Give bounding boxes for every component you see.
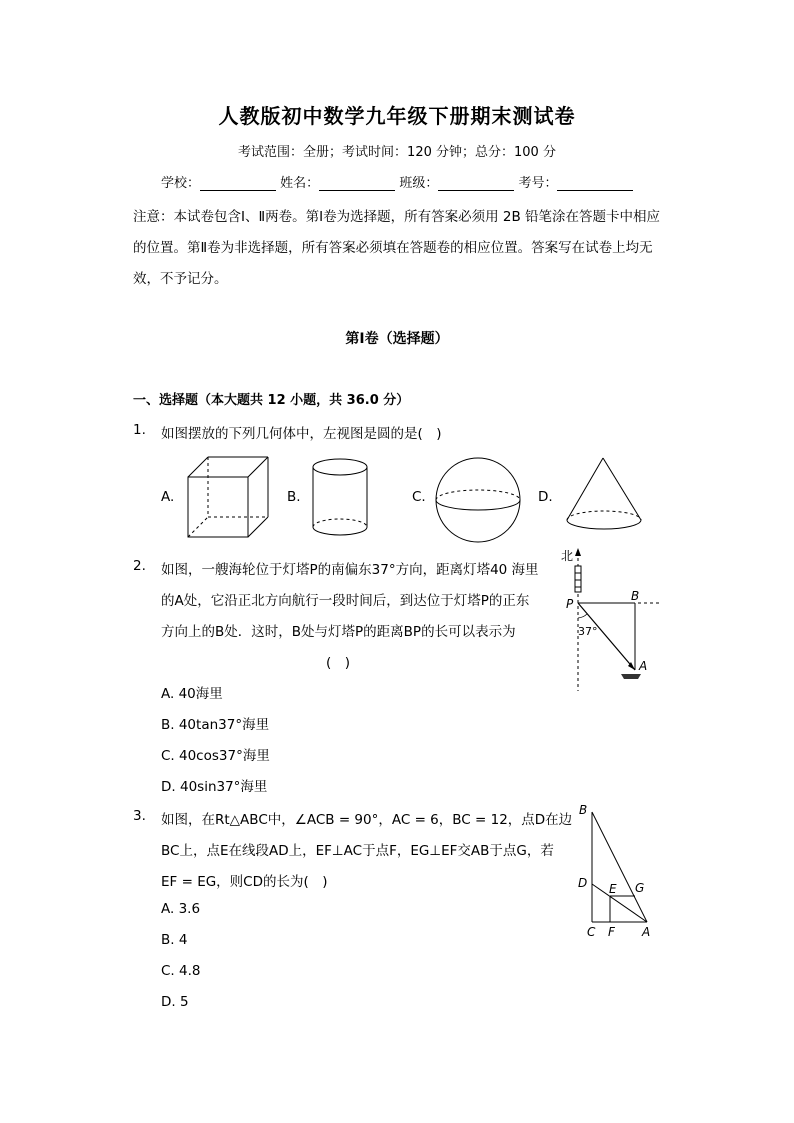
- sphere-figure: [434, 456, 524, 546]
- fig-point-p: P: [566, 597, 574, 611]
- fig-point-g: G: [635, 881, 645, 895]
- q2-line-1: 如图，一艘海轮位于灯塔P的南偏东37°方向，距离灯塔40 海里: [161, 562, 539, 578]
- q3-line-2: BC上，点E在线段AD上，EF⊥AC于点F，EG⊥EF交AB于点G，若: [161, 843, 554, 859]
- school-label: 学校：: [161, 176, 201, 191]
- fig-point-e: E: [609, 882, 617, 896]
- q2-answer-paren: ( ): [326, 655, 351, 671]
- q2-option-b[interactable]: B. 40tan37°海里: [161, 717, 270, 733]
- part-title: 一、选择题（本大题共 12 小题，共 36.0 分）: [133, 393, 410, 408]
- fig-point-f: F: [608, 925, 615, 939]
- lighthouse-icon: [575, 566, 581, 592]
- exam-notice: 注意：本试卷包含Ⅰ、Ⅱ两卷。第Ⅰ卷为选择题，所有答案必须用 2B 铅笔涂在答题卡中相应的位置。第Ⅱ卷为非选择题，所有答案必须填在答题卷的相应位置。答案写在试卷上均无效，不予记分。: [133, 209, 661, 287]
- id-label: 考号：: [518, 176, 558, 191]
- fig-north-label: 北: [561, 549, 574, 563]
- q1-text: 如图摆放的下列几何体中，左视图是圆的是( ): [161, 426, 442, 442]
- q1-option-b-label: B.: [287, 489, 301, 505]
- exam-info: 考试范围：全册；考试时间：120 分钟；总分：100 分: [238, 145, 556, 160]
- north-arrow-icon: [575, 548, 581, 556]
- school-blank[interactable]: [200, 176, 276, 191]
- fig-point-b: B: [631, 589, 640, 603]
- q1-option-a-label: A.: [161, 489, 175, 505]
- q3-option-a[interactable]: A. 3.6: [161, 901, 201, 917]
- fig-angle-label: 37°: [578, 625, 598, 638]
- q2-lighthouse-figure: [555, 546, 665, 696]
- ship-icon: [621, 674, 641, 679]
- q2-number: 2.: [133, 558, 146, 574]
- q2-option-c[interactable]: C. 40cos37°海里: [161, 748, 270, 764]
- q3-triangle-figure: [575, 800, 665, 940]
- student-fields: [161, 172, 633, 191]
- fig-point-a: A: [639, 659, 648, 673]
- name-blank[interactable]: [319, 176, 395, 191]
- exam-title: 人教版初中数学九年级下册期末测试卷: [218, 104, 576, 128]
- q2-line-3: 方向上的B处．这时，B处与灯塔P的距离BP的长可以表示为: [161, 624, 516, 640]
- section-title: 第Ⅰ卷（选择题）: [345, 331, 449, 347]
- name-label: 姓名：: [280, 176, 320, 191]
- q1-option-d-label: D.: [538, 489, 553, 505]
- q2-option-a[interactable]: A. 40海里: [161, 686, 223, 702]
- fig-point-a: A: [642, 925, 651, 939]
- q3-number: 3.: [133, 808, 146, 824]
- cone-figure: [563, 456, 653, 541]
- q3-line-3: EF = EG，则CD的长为( ): [161, 874, 328, 890]
- q3-line-1: 如图，在Rt△ABC中，∠ACB = 90°，AC = 6，BC = 12，点D在边: [161, 812, 573, 828]
- q1-number: 1.: [133, 422, 146, 438]
- id-blank[interactable]: [557, 176, 633, 191]
- q2-option-d[interactable]: D. 40sin37°海里: [161, 779, 268, 795]
- q3-option-b[interactable]: B. 4: [161, 932, 188, 948]
- fig-point-d: D: [578, 876, 588, 890]
- q3-option-c[interactable]: C. 4.8: [161, 963, 201, 979]
- q1-option-c-label: C.: [412, 489, 426, 505]
- class-label: 班级：: [399, 176, 439, 191]
- q2-line-2: 的A处，它沿正北方向航行一段时间后，到达位于灯塔P的正东: [161, 593, 530, 609]
- fig-point-b: B: [579, 803, 588, 817]
- class-blank[interactable]: [438, 176, 514, 191]
- cylinder-figure: [310, 455, 370, 540]
- fig-point-c: C: [587, 925, 596, 939]
- cube-figure: [180, 452, 280, 542]
- q3-option-d[interactable]: D. 5: [161, 994, 189, 1010]
